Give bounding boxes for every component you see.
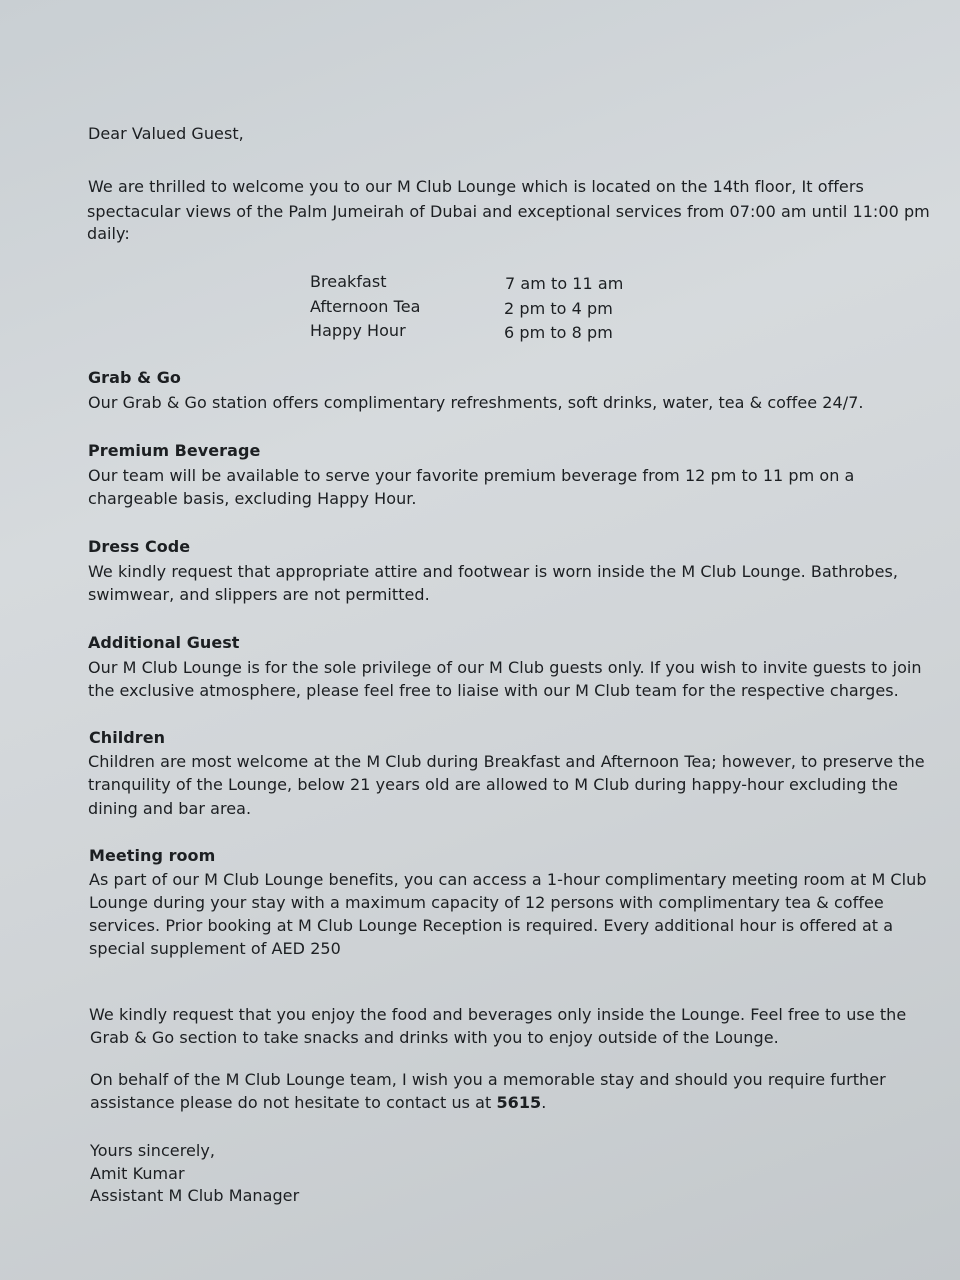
section-text: Our team will be available to serve your favorite premium beverage from 12 pm to 11 pm on a [88, 466, 855, 485]
section-text: the exclusive atmosphere, please feel free to liaise with our M Club team for the respective charges. [88, 681, 899, 700]
section-heading: Children [89, 728, 166, 747]
section-heading: Premium Beverage [88, 441, 261, 460]
section-text: special supplement of AED 250 [89, 939, 341, 958]
section-heading: Grab & Go [88, 368, 181, 387]
closing-paragraph-line: Grab & Go section to take snacks and drinks with you to enjoy outside of the Lounge. [90, 1028, 779, 1047]
schedule-time: 7 am to 11 am [505, 274, 624, 293]
section-text: Lounge during your stay with a maximum capacity of 12 persons with complimentary tea & coffee [89, 893, 884, 912]
section-text: We kindly request that appropriate attire and footwear is worn inside the M Club Lounge. Bathrobes, [88, 562, 899, 581]
signoff: Yours sincerely, [90, 1141, 216, 1160]
section-heading: Dress Code [88, 537, 191, 556]
contact-period: . [541, 1093, 547, 1112]
intro-line: daily: [87, 224, 130, 243]
schedule-time: 6 pm to 8 pm [504, 323, 613, 342]
schedule-time: 2 pm to 4 pm [504, 299, 613, 318]
signer-name: Amit Kumar [90, 1164, 185, 1183]
schedule-name: Breakfast [310, 272, 387, 291]
schedule-name: Happy Hour [310, 321, 406, 340]
intro-line: spectacular views of the Palm Jumeirah of Dubai and exceptional services from 07:00 am until 11:00 pm [87, 202, 930, 221]
section-text: As part of our M Club Lounge benefits, you can access a 1-hour complimentary meeting room at M Club [89, 870, 927, 889]
greeting: Dear Valued Guest, [88, 124, 244, 143]
section-text: dining and bar area. [88, 799, 252, 818]
section-text: swimwear, and slippers are not permitted. [88, 585, 430, 604]
section-heading: Meeting room [89, 846, 216, 865]
section-text: Our Grab & Go station offers complimentary refreshments, soft drinks, water, tea & coffee 24/7. [88, 393, 864, 412]
section-heading: Additional Guest [88, 633, 240, 652]
section-text: tranquility of the Lounge, below 21 years old are allowed to M Club during happy-hour excluding the [88, 775, 899, 794]
section-text: chargeable basis, excluding Happy Hour. [88, 489, 417, 508]
closing-paragraph-line: We kindly request that you enjoy the food and beverages only inside the Lounge. Feel free to use the [89, 1005, 907, 1024]
section-text: services. Prior booking at M Club Lounge Reception is required. Every additional hour is offered at a [89, 916, 894, 935]
contact-extension: 5615 [496, 1093, 542, 1112]
contact-paragraph-line: On behalf of the M Club Lounge team, I wish you a memorable stay and should you require further [90, 1070, 886, 1089]
intro-line: We are thrilled to welcome you to our M Club Lounge which is located on the 14th floor, It offers [88, 177, 864, 196]
contact-paragraph-line [90, 1091, 546, 1114]
section-text: Our M Club Lounge is for the sole privilege of our M Club guests only. If you wish to invite guests to join [88, 658, 922, 677]
signer-title: Assistant M Club Manager [90, 1186, 300, 1205]
schedule-name: Afternoon Tea [310, 297, 421, 316]
section-text: Children are most welcome at the M Club during Breakfast and Afternoon Tea; however, to preserve the [88, 752, 925, 771]
contact-text: assistance please do not hesitate to contact us at [90, 1093, 497, 1112]
